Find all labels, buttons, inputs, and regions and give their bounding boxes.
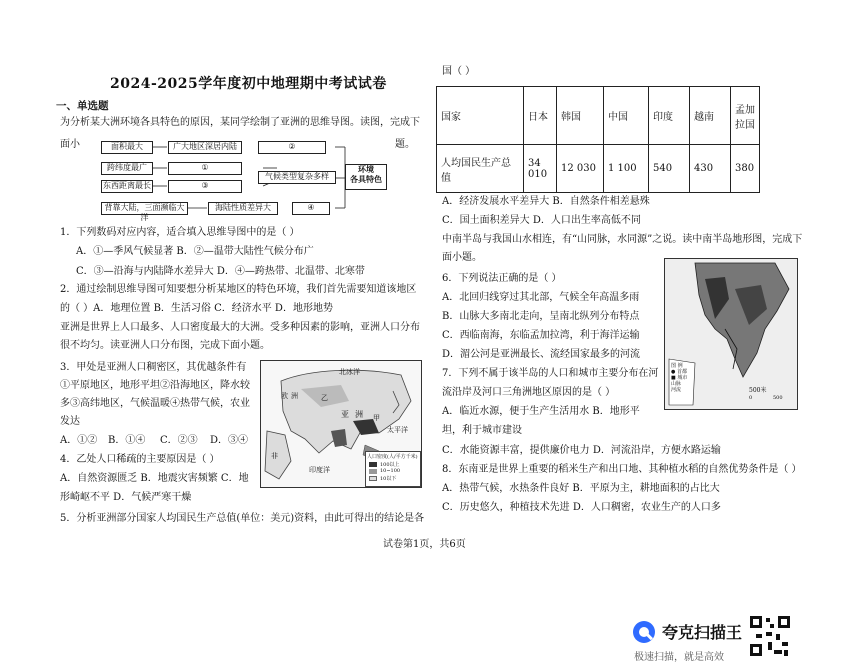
brand-slogan: 极速扫描，就是高效	[634, 652, 724, 663]
asia-population-map	[260, 360, 422, 488]
gdp-value-india: 540	[649, 145, 690, 193]
section-title: 一、单选题	[56, 100, 109, 112]
q3-option-d[interactable]: D．③④	[210, 435, 249, 446]
gdp-header-korea: 韩国	[557, 87, 604, 145]
sea-legend-mountain: 山脉	[671, 381, 682, 387]
gdp-value-bangladesh: 380	[731, 145, 760, 193]
q8-stem: 8．东南亚是世界上重要的稻米生产和出口地、其种植水稻的自然优势条件是（ ）	[442, 464, 802, 475]
map-label-africa: 非	[271, 452, 278, 460]
mindmap-left-1: 跨纬度最广	[101, 162, 153, 175]
q3-line-1: 3．甲处是亚洲人口稠密区，其优越条件有	[60, 362, 247, 373]
gdp-header-row	[437, 87, 760, 145]
q6-option-a[interactable]: A．北回归线穿过其北部，气候全年高温多雨	[442, 292, 640, 303]
q1-option-ab[interactable]: A．①—季风气候显著 B．②—温带大陆性气候分布广	[76, 246, 314, 257]
sea-legend	[671, 363, 687, 393]
sea-elevation-label: 500米	[749, 387, 767, 394]
pop-intro-2: 很不均匀。读亚洲人口分布图，完成下面小题。	[60, 340, 270, 351]
q3-line-3: 多③高纬地区，气候温暖④热带气候，农业	[60, 398, 250, 409]
q7-option-line-1[interactable]: A．临近水源，便于生产生活用水 B．地形平	[442, 406, 640, 417]
pop-intro-1: 亚洲是世界上人口最多、人口密度最大的大洲。受多种因素的影响，亚洲人口分布	[60, 322, 420, 333]
q7-line-1: 7．下列不属于该半岛的人口和城市主要分布在河	[442, 368, 659, 379]
sea-intro-2: 面小题。	[442, 252, 482, 263]
sea-legend-capital: ● 首都	[671, 369, 687, 375]
q3-option-c[interactable]: C．②③	[160, 435, 198, 446]
legend-item-low: 10以下	[380, 476, 397, 482]
gdp-header-vietnam: 越南	[690, 87, 731, 145]
mindmap-middle-2: ③	[168, 180, 242, 193]
map-label-europe-1: 欧	[281, 392, 288, 400]
exam-title: 2024-2025学年度初中地理期中考试试卷	[110, 76, 387, 92]
gdp-header-country: 国家	[437, 87, 524, 145]
mindmap-left-3: 背靠大陆，三面濒临大洋	[101, 202, 188, 215]
mindmap-right-2: ④	[292, 202, 330, 215]
map-label-indian: 印度洋	[309, 466, 330, 474]
gdp-table	[436, 86, 760, 193]
q6-option-d[interactable]: D．湄公河是亚洲最长、流经国家最多的河流	[442, 349, 641, 360]
map-legend	[365, 451, 421, 487]
map-label-yi: 乙	[321, 394, 328, 402]
map-label-pacific: 太平洋	[387, 426, 408, 434]
gdp-value-row	[437, 145, 760, 193]
q1-stem: 1．下列数码对应内容，适合填入思维导图中的是（ ）	[60, 227, 300, 238]
q2-line-2[interactable]: 的（ ）A．地理位置 B．生活习俗 C．经济水平 D．地形地势	[60, 303, 333, 314]
legend-swatch-mid	[369, 469, 377, 474]
intro-line-3: 题。	[395, 139, 415, 150]
mindmap-left-0: 面积最大	[101, 141, 153, 154]
q7-line-2: 流沿岸及河口三角洲地区原因的是（ ）	[442, 387, 616, 398]
quark-logo-icon	[632, 620, 656, 644]
intro-line-2: 面小	[60, 139, 80, 150]
map-label-asia-1: 亚	[341, 410, 349, 419]
q4-stem: 4．乙处人口稀疏的主要原因是（ ）	[60, 454, 220, 465]
qr-code-icon	[748, 614, 792, 658]
legend-swatch-high	[369, 462, 377, 467]
gdp-header-bangladesh: 孟加拉国	[731, 87, 760, 145]
q5-option-ab[interactable]: A．经济发展水平差异大 B．自然条件相差悬殊	[442, 196, 650, 207]
map-label-jia: 甲	[373, 414, 380, 422]
gdp-header-japan: 日本	[524, 87, 557, 145]
indochina-map	[664, 258, 798, 410]
mindmap-result: 环境 各具特色	[345, 164, 387, 190]
gdp-header-china: 中国	[604, 87, 649, 145]
legend-swatch-low	[369, 476, 377, 481]
q3-option-b[interactable]: B．①④	[108, 435, 146, 446]
sea-legend-river: 河流	[671, 387, 682, 393]
q5-stem: 5．分析亚洲部分国家人均国民生产总值(单位：美元)资料，由此可得出的结论是各	[60, 513, 425, 524]
mindmap-middle-1: ①	[168, 162, 242, 175]
legend-title: 人口密度(人/平方千米)	[367, 454, 418, 460]
brand-name: 夸克扫描王	[662, 623, 743, 642]
mindmap-middle-3: 海陆性质差异大	[208, 202, 278, 215]
q4-option-line-1[interactable]: A．自然资源匮乏 B．地震灾害频繁 C．地	[60, 473, 249, 484]
page-footer: 试卷第1页，共6页	[383, 539, 466, 550]
q6-stem: 6．下列说法正确的是（ ）	[442, 273, 562, 284]
sea-legend-title: 图 例	[671, 363, 683, 369]
gdp-value-vietnam: 430	[690, 145, 731, 193]
intro-line-1: 为分析某大洲环境各具特色的原因，某同学绘制了亚洲的思维导图。读图，完成下	[60, 117, 420, 128]
mindmap-middle-0: 广大地区深居内陆	[168, 141, 242, 154]
q3-option-a[interactable]: A．①②	[60, 435, 98, 446]
q6-option-c[interactable]: C．西临南海，东临孟加拉湾，利于海洋运输	[442, 330, 640, 341]
sea-scale-500: 500	[773, 395, 783, 401]
gdp-value-japan: 34 010	[524, 145, 557, 193]
q7-option-line-3[interactable]: C．水能资源丰富，提供廉价电力 D．河流沿岸，方便水路运输	[442, 445, 721, 456]
sea-legend-city: ■ 城市	[671, 375, 688, 381]
q1-option-cd[interactable]: C．③—沿海与内陆降水差异大 D．④—跨热带、北温带、北寒带	[76, 266, 365, 277]
map-label-europe-2: 洲	[291, 392, 298, 400]
gdp-row-label: 人均国民生产总值	[437, 145, 524, 193]
gdp-value-korea: 12 030	[557, 145, 604, 193]
mindmap-right-0: ②	[258, 141, 326, 154]
legend-item-mid: 10~100	[380, 468, 401, 474]
gdp-header-india: 印度	[649, 87, 690, 145]
map-label-asia-2: 洲	[355, 410, 363, 419]
q3-line-2: ①平原地区，地形平坦②沿海地区，降水较	[60, 380, 250, 391]
q4-option-line-2[interactable]: 形崎岖不平 D．气候严寒干燥	[60, 492, 192, 503]
sea-scale-0: 0	[749, 395, 753, 401]
col2-head: 国（ ）	[442, 66, 476, 77]
q5-option-cd[interactable]: C．国土面积差异大 D．人口出生率高低不同	[442, 215, 641, 226]
legend-item-high: 100以上	[380, 462, 400, 468]
q7-option-line-2[interactable]: 坦，利于城市建设	[442, 425, 522, 436]
q8-option-ab[interactable]: A．热带气候，水热条件良好 B．平原为主，耕地面积的占比大	[442, 483, 720, 494]
gdp-value-china: 1 100	[604, 145, 649, 193]
q3-line-4: 发达	[60, 416, 80, 427]
q6-option-b[interactable]: B．山脉大多南北走向，呈南北纵列分布特点	[442, 311, 640, 322]
sea-intro-1: 中南半岛与我国山水相连，有“山同脉，水同源”之说。读中南半岛地形图，完成下	[442, 234, 803, 245]
q2-line-1: 2．通过绘制思维导图可知要想分析某地区的特色环境，我们首先需要知道该地区	[60, 284, 417, 295]
q8-option-cd[interactable]: C．历史悠久，种植技术先进 D．人口稠密，农业生产的人口多	[442, 502, 721, 513]
mindmap-right-1: 气候类型复杂多样	[258, 171, 336, 184]
map-label-arctic: 北冰洋	[339, 368, 360, 376]
mindmap-left-2: 东西距离最长	[101, 180, 153, 193]
